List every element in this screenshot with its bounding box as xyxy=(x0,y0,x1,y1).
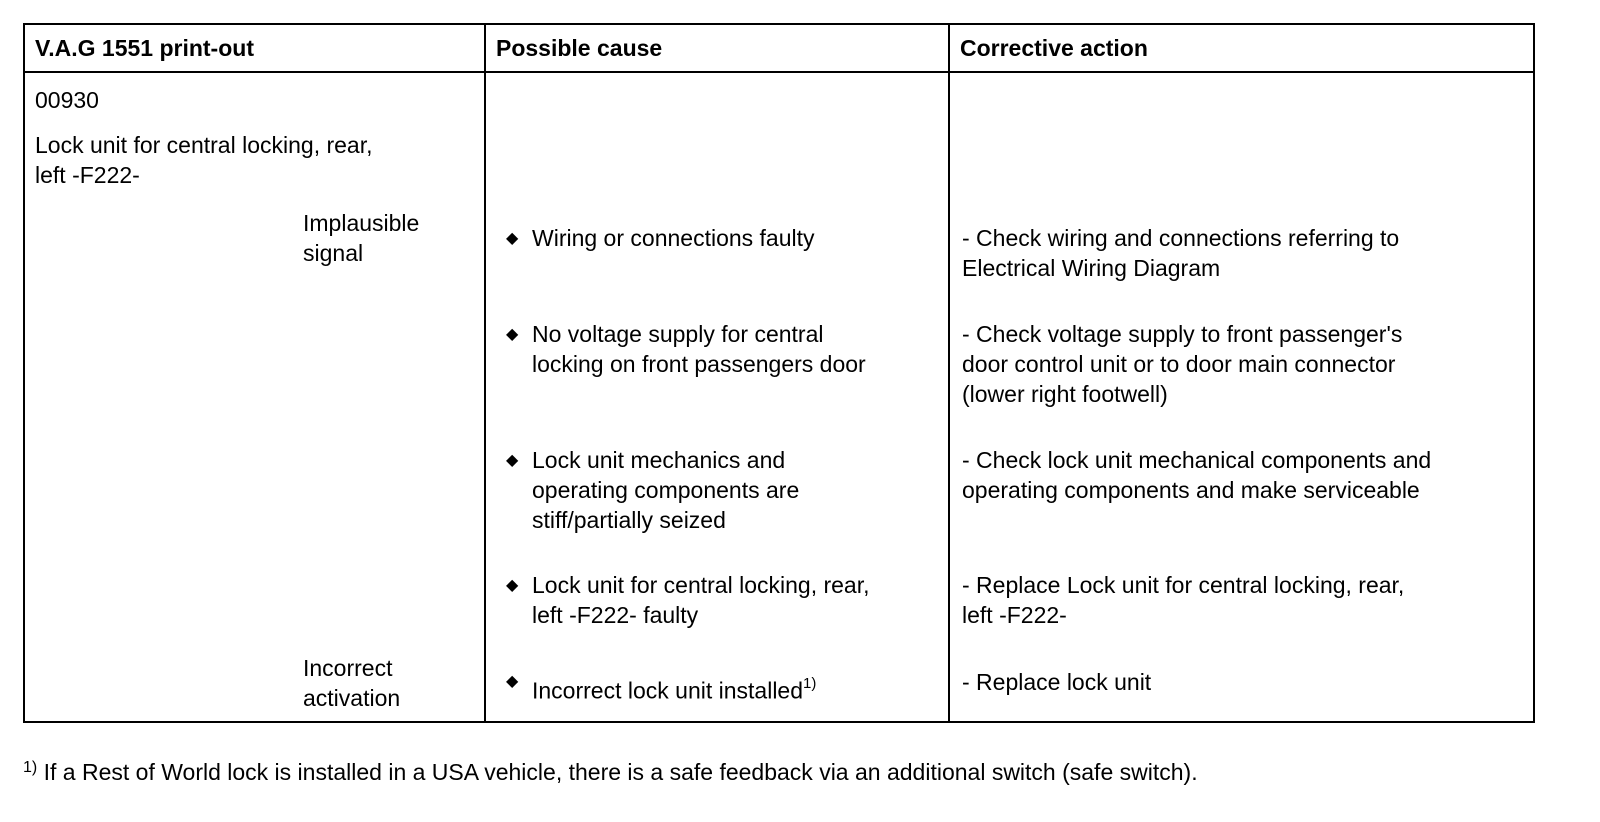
action-4-line-2: left -F222- xyxy=(962,602,1067,628)
action-2-line-1: - Check voltage supply to front passenger's xyxy=(962,321,1403,347)
footnote-marker: 1) xyxy=(23,759,38,776)
condition-incorrect-line-2: activation xyxy=(303,685,401,711)
condition-implausible-line-1: Implausible xyxy=(303,210,420,236)
bullet-icon: ◆ xyxy=(506,230,519,247)
action-2-line-2: door control unit or to door main connector xyxy=(962,351,1396,377)
footnote-text: If a Rest of World lock is installed in a USA vehicle, there is a safe feedback via an additional switch (safe switch). xyxy=(43,759,1198,785)
bullet-icon: ◆ xyxy=(506,326,519,343)
footnote xyxy=(23,758,1198,786)
cause-2-line-1: No voltage supply for central xyxy=(532,321,824,347)
action-3-line-1: - Check lock unit mechanical components and xyxy=(962,447,1432,473)
action-2-line-3: (lower right footwell) xyxy=(962,381,1168,407)
cause-5-text: Incorrect lock unit installed xyxy=(532,677,804,704)
bullet-icon: ◆ xyxy=(506,577,519,594)
table-header-row xyxy=(25,25,1533,73)
fault-code: 00930 xyxy=(35,87,99,113)
condition-incorrect-line-1: Incorrect xyxy=(303,655,393,681)
condition-implausible-line-2: signal xyxy=(303,240,364,266)
column-divider-2 xyxy=(948,25,950,721)
cause-2-line-2: locking on front passengers door xyxy=(532,351,866,377)
cause-3-line-2: operating components are xyxy=(532,477,800,503)
cause-3-line-3: stiff/partially seized xyxy=(532,507,726,533)
action-5-line-1: - Replace lock unit xyxy=(962,669,1152,695)
header-possible-cause: Possible cause xyxy=(496,35,663,61)
footnote-reference: 1) xyxy=(803,675,817,692)
diagnostic-table xyxy=(23,23,1535,723)
cause-3-line-1: Lock unit mechanics and xyxy=(532,447,786,473)
column-divider-1 xyxy=(484,25,486,721)
header-printout: V.A.G 1551 print-out xyxy=(35,35,254,61)
action-3-line-2: operating components and make serviceable xyxy=(962,477,1420,503)
bullet-icon: ◆ xyxy=(506,452,519,469)
component-name-line-2: left -F222- xyxy=(35,162,140,188)
action-1-line-2: Electrical Wiring Diagram xyxy=(962,255,1221,281)
action-4-line-1: - Replace Lock unit for central locking, rear, xyxy=(962,572,1405,598)
cause-5-line-1 xyxy=(532,671,816,706)
header-corrective-action: Corrective action xyxy=(960,35,1148,61)
cause-1-line-1: Wiring or connections faulty xyxy=(532,225,815,251)
cause-4-line-2: left -F222- faulty xyxy=(532,602,699,628)
bullet-icon: ◆ xyxy=(506,673,519,690)
cause-4-line-1: Lock unit for central locking, rear, xyxy=(532,572,870,598)
action-1-line-1: - Check wiring and connections referring to xyxy=(962,225,1400,251)
component-name-line-1: Lock unit for central locking, rear, xyxy=(35,132,373,158)
